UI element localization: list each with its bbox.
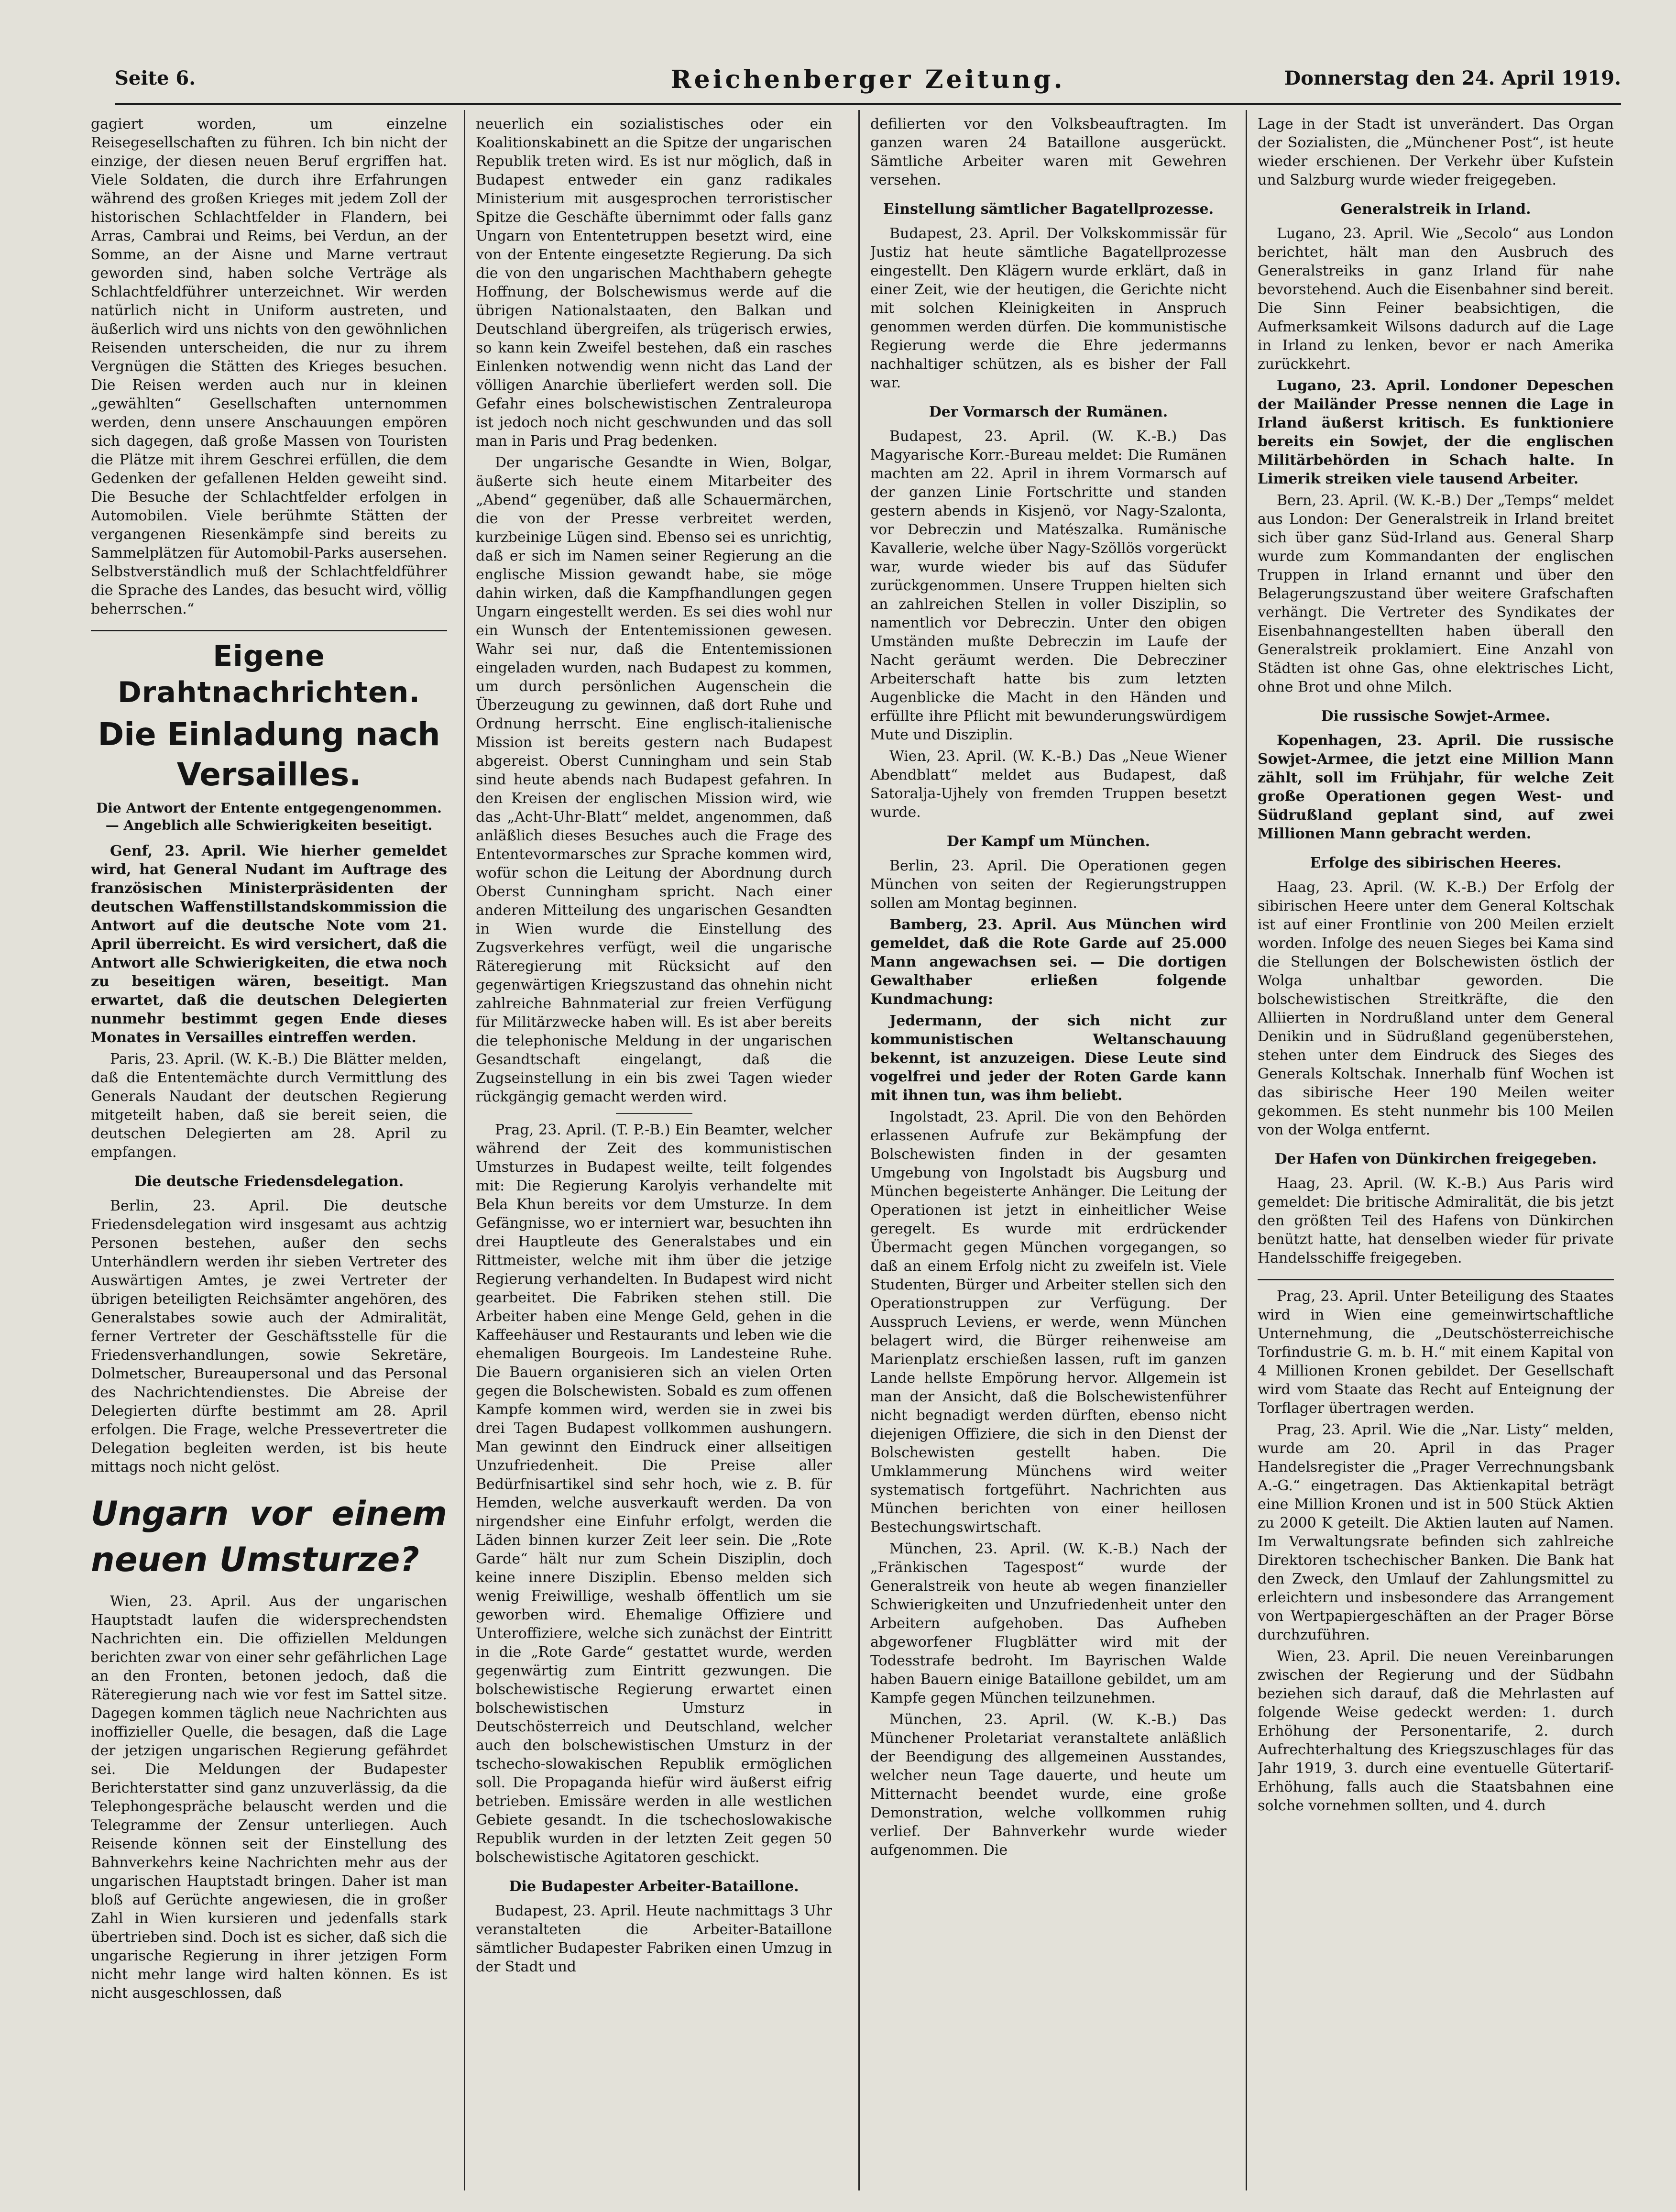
article-heading: Erfolge des sibirischen Heeres. xyxy=(1310,855,1562,871)
subheadline: Die Antwort der Entente entgegengenommen. — Angeblich alle Schwierigkeiten beseitigt. xyxy=(96,800,442,833)
column-1 xyxy=(91,115,447,2200)
article-text: Haag, 23. April. (W. K.-B.) Der Erfolg der sibirischen Heere unter dem General Koltschak ist auf einer Frontlinie von 200 Meilen erzielt worden. Infolge des neuen Sieges bei Kama sind die Stellungen der Bolschewisten östlich der Wolga unhaltbar geworden. Die bolschewistischen Streitkräfte, die den Alliierten in Nordrußland unter dem General Denikin und in Südrußland gegenüberstehen, stehen unter dem Eindruck des Sieges des Generals Koltschak. Innerhalb fünf Wochen ist das sibirische Heer 190 Meilen weiter gekommen. Es steht nunmehr bis 100 Meilen von der Wolga entfernt. xyxy=(1258,879,1614,1138)
newspaper-title: Reichenberger Zeitung. xyxy=(670,65,1065,94)
article-text: Wien, 23. April. (W. K.-B.) Das „Neue Wiener Abendblatt“ meldet aus Budapest, daß Satoralja-Ujhely von fremden Truppen besetzt wurde. xyxy=(870,748,1227,821)
column-divider xyxy=(858,110,860,2190)
article-heading: Der Kampf um München. xyxy=(946,833,1150,850)
article-text: Prag, 23. April. Unter Beteiligung des Staates wird in Wien eine gemeinwirtschaftliche Unternehmung, die „Deutschösterreichische Torfindustrie G. m. b. H.“ mit einem Kapital von 4 Millionen Kronen gebildet. Der Gesellschaft wird vom Staate das Recht auf Enteignung der Torflager übertragen werden. xyxy=(1258,1288,1614,1417)
article-heading: Der Hafen von Dünkirchen freigegeben. xyxy=(1274,1151,1597,1167)
article-heading: Einstellung sämtlicher Bagatellprozesse. xyxy=(883,201,1214,218)
page-header xyxy=(115,67,1621,100)
section-rule xyxy=(1258,1279,1614,1280)
article-text: defilierten vor den Volksbeauftragten. Im ganzen waren 24 Bataillone ausgerückt. Sämtliche Arbeiter waren mit Gewehren versehen. xyxy=(870,116,1227,188)
article-text: Ingolstadt, 23. April. Die von den Behörden erlassenen Aufrufe zur Bekämpfung der Bolschewisten finden in der gesamten Umgebung von Ingolstadt bis Augsburg und München begeisterte Anhänger. Die Leitung der Operationen ist jetzt in einheitlicher Weise geregelt. Es wurde mit erdrückender Übermacht gegen München vorgegangen, so daß an einem Erfolg nicht zu zweifeln ist. Viele Studenten, Bürger und Arbeiter stellen sich den Operationstruppen zur Verfügung. Der Ausspruch Leviens, er werde, wenn München belagert wird, die Bürger reihenweise am Marienplatz erschießen lassen, ruft im ganzen Lande hellste Empörung hervor. Allgemein ist man der Ansicht, daß die Bolschewistenführer nicht begnadigt werden dürften, ebenso nicht diejenigen Offiziere, die sich in den Dienst der Bolschewisten gestellt haben. Die Umklammerung Münchens wird weiter systematisch fortgeführt. Nachrichten aus München berichten von einer heillosen Bestechungswirtschaft. xyxy=(870,1109,1227,1536)
article-text: Prag, 23. April. Wie die „Nar. Listy“ melden, wurde am 20. April in das Prager Handelsregister die „Prager Verrechnungsbank A.-G.“ eingetragen. Das Aktienkapital beträgt eine Million Kronen und ist in 500 Stück Aktien zu 2000 K geteilt. Die Aktien lauten auf Namen. Im Verwaltungsrate befinden sich zahlreiche Direktoren tschechischer Banken. Die Bank hat den Zweck, den Umlauf der Zahlungsmittel zu erleichtern und insbesondere das Arrangement von Wertpapiergeschäften an der Prager Börse durchzuführen. xyxy=(1258,1421,1614,1643)
article-text: Lage in der Stadt ist unverändert. Das Organ der Sozialisten, die „Münchener Post“, ist heute wieder erschienen. Der Verkehr über Kufstein und Salzburg wurde wieder freigegeben. xyxy=(1258,116,1614,188)
article-text: Kopenhagen, 23. April. Die russische Sowjet-Armee, die jetzt eine Million Mann zählt, soll im Frühjahr, für welche Zeit große Operationen gegen West- und Südrußland geplant sind, auf zwei Millionen Mann gebracht werden. xyxy=(1258,732,1614,842)
article-text: Berlin, 23. April. Die Operationen gegen München von seiten der Regierungstruppen sollen am Montag beginnen. xyxy=(870,858,1227,912)
section-rule xyxy=(91,630,447,631)
article-text: gagiert worden, um einzelne Reisegesellschaften zu führen. Ich bin nicht der einzige, der diesen neuen Beruf ergriffen hat. Viele Soldaten, die durch ihre Erfahrungen während des großen Krieges mit jedem Zoll der historischen Schlachtfelder in Flandern, bei Arras, Cambrai und Reims, bei Verdun, an der Somme, an der Aisne und Marne vertraut geworden sind, haben solche Verträge als Schlachtfeldführer unterzeichnet. Wir werden natürlich nicht in Uniform austreten, und äußerlich wird uns nichts von den gewöhnlichen Reisenden unterscheiden, die nur zu ihrem Vergnügen die Stätten des Krieges besuchen. Die Reisen werden auch nur in kleinen „gewählten“ Gesellschaften unternommen werden, denn unsere Anschauungen empören sich dagegen, daß große Massen von Touristen die Plätze mit ihrem Geschrei erfüllen, die dem Gedenken der gefallenen Helden geweiht sind. Die Besuche der Schlachtfelder erfolgen in Automobilen. Viele berühmte Stätten der vergangenen Riesenkämpfe sind bereits zu Sammelplätzen für Automobil-Parks ausersehen. Selbstverständlich muß der Schlachtfeldführer die Sprache des Landes, das besucht wird, völlig beherrschen.“ xyxy=(91,116,447,617)
article-text: Prag, 23. April. (T. P.-B.) Ein Beamter, welcher während der Zeit des kommunistischen Umsturzes in Budapest weilte, teilt folgendes mit: Die Regierung Karolyis verhandelte mit Bela Khun bereits vor dem Umsturze. In dem Gefängnisse, wo er interniert war, besuchten ihn drei Hauptleute des Generalstabes und ein Rittmeister, welche mit ihm über die jetzige Regierung verhandelten. In Budapest wird nicht gearbeitet. Die Fabriken stehen still. Die Arbeiter haben eine Menge Geld, gehen in die Kaffeehäuser und Restaurants und leben wie die ehemaligen Bourgeois. Im Landesteine Ruhe. Die Bauern organisieren sich an vielen Orten gegen die Bolschewisten. Sobald es zum offenen Kampfe kommen wird, werden sie in zwei bis drei Tagen Budapest vollkommen aushungern. Man gewinnt den Eindruck einer allseitigen Unzufriedenheit. Die Preise aller Bedürfnisartikel sind sehr hoch, wie z. B. für Hemden, welche ausverkauft werden. Da von nirgendsher eine Einfuhr erfolgt, werden die Läden binnen kurzer Zeit leer sein. Die „Rote Garde“ hält nur zum Schein Disziplin, doch keine innere Disziplin. Ebenso melden sich wenig Freiwillige, weshalb öffentlich um sie geworben wird. Ehemalige Offiziere und Unteroffiziere, welche sich zunächst der Eintritt in die „Rote Garde“ gestattet wurde, werden gegenwärtig zum Eintritt gezwungen. Die bolschewistische Regierung erwartet einen bolschewistischen Umsturz in Deutschösterreich und Deutschland, welcher auch den bolschewistischen Umsturz in der tschecho-slowakischen Republik ermöglichen soll. Die Propaganda hiefür wird äußerst eifrig betrieben. Emissäre werden in alle westlichen Gebiete gesandt. In die tschechoslowakische Republik wurden in der letzten Zeit gegen 50 bolschewistische Agitatoren geschickt. xyxy=(476,1122,832,1866)
article-heading: Generalstreik in Irland. xyxy=(1340,201,1531,218)
article-text: Bern, 23. April. (W. K.-B.) Der „Temps“ meldet aus London: Der Generalstreik in Irland breitet sich über ganz Süd-Irland aus. General Sharp wurde zum Kommandanten der englischen Truppen in Irland ernannt und über den Belagerungszustand über weitere Grafschaften verhängt. Die Vertreter des Syndikates der Eisenbahnangestellten haben überall den Generalstreik proklamiert. Eine Anzahl von Städten ist ohne Gas, ohne elektrisches Licht, ohne Brot und ohne Milch. xyxy=(1258,492,1614,695)
article-text: München, 23. April. (W. K.-B.) Nach der „Fränkischen Tagespost“ wurde der Generalstreik von heute ab wegen finanzieller Schwierigkeiten und Unzufriedenheit unter den Arbeitern aufgehoben. Das Aufheben abgeworfener Flugblätter wird mit der Todesstrafe bedroht. Im Bayrischen Walde haben Bauern einige Bataillone gebildet, um am Kampfe gegen München teilzunehmen. xyxy=(870,1541,1227,1706)
article-text: Budapest, 23. April. (W. K.-B.) Das Magyarische Korr.-Bureau meldet: Die Rumänen machten am 22. April in ihrem Vormarsch auf der ganzen Linie Fortschritte und standen gestern abends in Kisjenö, vor Nagy-Szalonta, vor Debreczin und Matészalka. Rumänische Kavallerie, welche über Nagy-Szöllös vorgerückt war, wurde wieder bis auf das Südufer zurückgenommen. Unsere Truppen hielten sich an zahlreichen Stellen in voller Disziplin, so namentlich vor Debreczin. Unter den obigen Umständen mußte Debreczin im Laufe der Nacht geräumt werden. Die Debrecziner Arbeiterschaft hatte bis zum letzten Augenblicke die Macht in den Händen und erfüllte ihre Pflicht mit bewunderungswürdigem Mute und Disziplin. xyxy=(870,428,1227,743)
article-text: neuerlich ein sozialistisches oder ein Koalitionskabinett an die Spitze der ungarischen Republik treten wird. Es ist nur möglich, daß in Budapest entweder ein ganz radikales Ministerium mit ausgesprochen terroristischer Spitze die Geschäfte übernimmt oder falls ganz Ungarn von Ententetruppen besetzt wird, eine von der Entente eingesetzte Regierung. Da sich die von den ungarischen Machthabern gehegte Hoffnung, der Bolschewismus werde auf die übrigen Nationalstaaten, den Balkan und Deutschland übergreifen, als trügerisch erwies, so kann kein Zweifel bestehen, daß ein rasches Einlenken notwendig wenn nicht das Land der völligen Anarchie überliefert werden soll. Die Gefahr eines bolschewistischen Zentraleuropa ist jedoch noch nicht geschwunden und das soll man in Paris und Prag bedenken. xyxy=(476,116,832,450)
column-2 xyxy=(476,115,832,2200)
column-divider xyxy=(464,110,465,2190)
column-4 xyxy=(1258,115,1614,2200)
article-text: Genf, 23. April. Wie hierher gemeldet wird, hat General Nudant im Auftrage des französischen Ministerpräsidenten der deutschen Waffenstillstandskommission die Antwort auf die deutsche Note vom 21. April überreicht. Es wird versichert, daß die Antwort alle Schwierigkeiten, die etwa noch zu beseitigen wären, beseitigt. Man erwartet, daß die deutschen Delegierten nunmehr bestimmt gegen Ende dieses Monates in Versailles eintreffen werden. xyxy=(91,843,447,1046)
article-text: Berlin, 23. April. Die deutsche Friedensdelegation wird insgesamt aus achtzig Personen bestehen, außer den sechs Unterhändlern werden ihr sieben Vertreter des Auswärtigen Amtes, je zwei Vertreter der übrigen beteiligten Reichsämter angehören, des Generalstabes sowie auch der Admiralität, ferner Vertreter der Geschäftsstelle für die Friedensverhandlungen, sowie Sekretäre, Dolmetscher, Bureaupersonal und das Personal des Nachrichtendienstes. Die Abreise der Delegierten dürfte bestimmt am 28. April erfolgen. Die Frage, welche Pressevertreter die Delegation begleiten werden, ist bis heute mittags noch nicht gelöst. xyxy=(91,1198,447,1475)
article-heading: Die Budapester Arbeiter-Bataillone. xyxy=(509,1878,799,1895)
article-text: Budapest, 23. April. Heute nachmittags 3 Uhr veranstalteten die Arbeiter-Bataillone sämtlicher Budapester Fabriken einen Umzug in der Stadt und xyxy=(476,1903,832,1975)
article-text: Wien, 23. April. Aus der ungarischen Hauptstadt laufen die widersprechendsten Nachrichten ein. Die offiziellen Meldungen berichten zwar von einer sehr gefährlichen Lage an den Fronten, betonen jedoch, daß die Räteregierung nach wie vor fest im Sattel sitze. Dagegen kommen täglich neue Nachrichten aus inoffizieller Quelle, die besagen, daß die Lage der jetzigen ungarischen Regierung gefährdet sei. Die Meldungen der Budapester Berichterstatter sind ganz unzuverlässig, da die Telephongespräche belauscht werden und die Telegramme der Zensur unterliegen. Auch Reisende können seit der Einstellung des Bahnverkehrs keine Nachrichten mehr aus der ungarischen Hauptstadt bringen. Daher ist man bloß auf Gerüchte angewiesen, die in großer Zahl in Wien kursieren und jedenfalls stark übertrieben sind. Doch ist es sicher, daß sich die ungarische Regierung in ihrer jetzigen Form nicht mehr lange wird halten können. Es ist nicht ausgeschlossen, daß xyxy=(91,1593,447,2002)
article-heading: Die russische Sowjet-Armee. xyxy=(1321,708,1551,725)
headline: Die Einladung nach Versailles. xyxy=(98,716,440,793)
article-text: München, 23. April. (W. K.-B.) Das Münchener Proletariat veranstaltete anläßlich der Beendigung des allgemeinen Ausstandes, welcher neun Tage dauerte, und heute um Mitternacht beendet wurde, eine große Demonstration, welche vollkommen ruhig verlief. Der Bahnverkehr wurde wieder aufgenommen. Die xyxy=(870,1711,1227,1859)
article-text: Paris, 23. April. (W. K.-B.) Die Blätter melden, daß die Ententemächte durch Vermittlung des Generals Naudant der deutschen Regierung mitgeteilt haben, daß sie bereit seien, die deutschen Delegierten am 28. April zu empfangen. xyxy=(91,1051,447,1161)
column-3 xyxy=(870,115,1227,2200)
page-number: Seite 6. xyxy=(115,67,196,89)
article-text: Haag, 23. April. (W. K.-B.) Aus Paris wird gemeldet: Die britische Admiralität, die bis jetzt den größten Teil des Hafens von Dünkirchen benützt hatte, hat denselben wieder für private Handelsschiffe freigegeben. xyxy=(1258,1175,1614,1266)
article-text: Lugano, 23. April. Wie „Secolo“ aus London berichtet, hält man den Ausbruch des Generalstreiks in ganz Irland für nahe bevorstehend. Auch die Eisenbahner sind bereit. Die Sinn Feiner beabsichtigen, die Aufmerksamkeit Wilsons dadurch auf die Lage in Irland zu lenken, bevor er nach Amerika zurückkehrt. xyxy=(1258,225,1614,373)
article-heading: Der Vormarsch der Rumänen. xyxy=(929,404,1168,420)
issue-date: Donnerstag den 24. April 1919. xyxy=(1284,67,1621,89)
article-text: Bamberg, 23. April. Aus München wird gemeldet, daß die Rote Garde auf 25.000 Mann angewachsen sei. — Die dortigen Gewalthaber erließen folgende Kundmachung: xyxy=(870,916,1227,1008)
article-text: Wien, 23. April. Die neuen Vereinbarungen zwischen der Regierung und der Südbahn beziehen sich darauf, daß die Mehrlasten auf folgende Weise gedeckt werden: 1. durch Erhöhung der Personentarife, 2. durch Aufrechterhaltung des Kriegszuschlages für das Jahr 1919, 3. durch eine eventuelle Gütertarif-Erhöhung, falls auch die Staatsbahnen eine solche vornehmen sollten, und 4. durch xyxy=(1258,1648,1614,1814)
article-divider xyxy=(616,1113,692,1114)
headline: Ungarn vor einem neuen Umsturze? xyxy=(91,1494,447,1579)
article-heading: Die deutsche Friedensdelegation. xyxy=(134,1173,404,1190)
header-rule xyxy=(115,103,1621,105)
article-text: Budapest, 23. April. Der Volkskommissär für Justiz hat heute sämtliche Bagatellprozesse eingestellt. Den Klägern wurde erklärt, daß in einer Zeit, wie der heutigen, die Gerichte nicht mit solchen Kleinigkeiten in Anspruch genommen werden dürfen. Die kommunistische Regierung werde die Ehre jedermanns nachhaltiger schützen, als es bisher der Fall war. xyxy=(870,225,1227,391)
article-text: Jedermann, der sich nicht zur kommunistischen Weltanschauung bekennt, ist anzuzeigen. Diese Leute sind vogelfrei und jeder der Roten Garde kann mit ihnen tun, was ihm beliebt. xyxy=(870,1012,1227,1104)
article-text: Der ungarische Gesandte in Wien, Bolgar, äußerte sich heute einem Mitarbeiter des „Abend“ gegenüber, daß alle Schauermärchen, die von der Presse verbreitet werden, kurzbeinige Lügen sind. Ebenso sei es unrichtig, daß er sich im Namen seiner Regierung an die englische Mission gewandt habe, sie möge dahin wirken, daß die Kampfhandlungen gegen Ungarn eingestellt werden. Es sei dies wohl nur ein Wunsch der Ententemissionen gewesen. Wahr sei nur, daß die Ententemissionen eingeladen wurden, nach Budapest zu kommen, um durch persönlichen Augenschein die Überzeugung zu gewinnen, daß dort Ruhe und Ordnung herrscht. Eine englisch-italienische Mission ist bereits gestern nach Budapest abgereist. Oberst Cunningham und sein Stab sind heute abends nach Budapest gefahren. In den Kreisen der englischen Mission wird, wie das „Acht-Uhr-Blatt“ meldet, angenommen, daß anläßlich dieses Besuches auch die Frage des Ententevormarsches zur Sprache kommen wird, wofür schon die Leitung der Abordnung durch Oberst Cunningham spricht. Nach einer anderen Mitteilung des ungarischen Gesandten in Wien wurde die Einstellung des Zugsverkehres verfügt, weil die ungarische Räteregierung mit Rücksicht auf den gegenwärtigen Kriegszustand das ohnehin nicht zahlreiche Bahnmaterial zur freien Verfügung für Militärzwecke haben will. Es ist aber bereits die telephonische Meldung in der ungarischen Gesandtschaft eingelangt, daß die Zugseinstellung in ein bis zwei Tagen wieder rückgängig gemacht werden wird. xyxy=(476,454,832,1105)
column-divider xyxy=(1246,110,1247,2190)
section-heading: Eigene Drahtnachrichten. xyxy=(117,639,421,709)
article-text: Lugano, 23. April. Londoner Depeschen der Mailänder Presse nennen die Lage in Irland äußerst kritisch. Es funktioniere bereits ein Sowjet, der die englischen Militärbehörden in Schach halte. In Limerik streiken viele tausend Arbeiter. xyxy=(1258,377,1614,487)
